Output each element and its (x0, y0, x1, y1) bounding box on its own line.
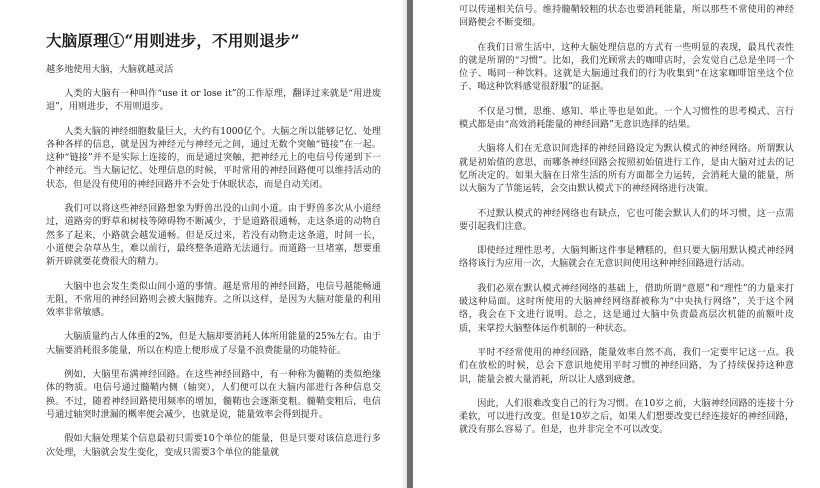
chapter-subtitle: 越多地使用大脑，大脑就越灵活 (46, 65, 174, 75)
right-paragraph-1: 可以传递相关信号。维持髓鞘较粗的状态也要消耗能量，所以那些不常使用的神经回路便会不断变细。 (459, 5, 794, 29)
right-paragraph-9: 因此，人们很难改变自己的行为习惯。在10岁之前，大脑神经回路的连接十分柔软，可以进行改变。但是10岁之后，如果人们想要改变已经连接好的神经回路，就没有那么容易了。但是，也并非完全不可以改变。 (459, 398, 794, 436)
left-paragraph-1: 人类的大脑有一种叫作“use it or lose it”的工作原理，翻译过来就是“用进废退”，用则进步，不用则退步。 (46, 89, 381, 113)
left-paragraph-7: 假如大脑处理某个信息最初只需要10个单位的能量，但是只要对该信息进行多次处理，大脑就会发生变化，变成只需要3个单位的能量就 (46, 434, 381, 458)
right-paragraph-4: 大脑将人们在无意识间选择的神经回路设定为默认模式的神经网络。所谓默认就是初始值的意思，而哪条神经回路会按照初始值进行工作，是由大脑对过去的记忆所决定的。如果大脑在日常生活的所有方面都全力运转，会消耗大量的能量，所以大脑为了节能运转，会交由默认模式下的神经网络进行决策。 (459, 144, 794, 195)
right-paragraph-6: 即使经过理性思考，大脑判断这件事是糟糕的，但只要大脑用默认模式神经网络将该行为应用一次，大脑就会在无意识间使用这种神经回路进行活动。 (459, 246, 794, 270)
right-paragraph-2: 在我们日常生活中，这种大脑处理信息的方式有一些明显的表现，最具代表性的就是所谓的“习惯”。比如，我们光顾常去的咖啡店时，会发觉自己总是坐同一个位子、喝同一种饮料。这就是大脑通过我们的行为收集到“在这家咖啡馆坐这个位子、喝这种饮料感觉很舒服”的证据。 (459, 42, 794, 93)
left-paragraph-4: 大脑中也会发生类似山间小道的事情。越是常用的神经回路，电信号越能畅通无阻，不常用的神经回路则会被大脑抛弃。之所以这样，是因为大脑对能量的利用效率非常敏感。 (46, 281, 381, 319)
right-paragraph-3: 不仅是习惯，思维、感知、举止等也是如此。一个人习惯性的思考模式、言行模式都是由“高效消耗能量的神经回路”无意识选择的结果。 (459, 106, 794, 131)
right-paragraph-7: 我们必须在默认模式神经网络的基础上，借助所谓“意愿”和“理性”的力量来打破这种局面。这时所使用的大脑神经网络群被称为“中央执行网络”，关于这个网络，我会在下文进行说明。总之，这是通过大脑中负责最高层次机能的前额叶皮质，来掌控大脑整体运作机制的一种状态。 (459, 283, 794, 334)
right-paragraph-8: 平时不经常使用的神经回路，能量效率自然不高，我们一定要牢记这一点。我们在放松的时候，总会下意识地使用平时习惯的神经回路，为了持续保持这种意识，能量会被大量消耗，所以让人感到疲惫。 (459, 347, 794, 385)
left-paragraph-2: 人类大脑的神经细胞数量巨大，大约有1000亿个。大脑之所以能够记忆、处理各种各样的信息，就是因为神经元与神经元之间，通过无数个突触“链接”在一起。这种“链接”并不是实际上连接的，而是通过突触，把神经元上的电信号传递到下一个神经元。当大脑记忆、处理信息的时候，平时常用的神经回路便可以维持活动的状态，但是没有使用的神经回路并不会处于休眠状态，而是自动关闭。 (46, 126, 381, 190)
left-paragraph-5: 大脑质量约占人体重的2%，但是大脑却要消耗人体所用能量的25%左右。由于大脑要消耗很多能量，所以在构造上便形成了尽量不浪费能量的功能特征。 (46, 332, 381, 356)
left-paragraph-6: 例如，大脑里布满神经回路。在这些神经回路中，有一种称为髓鞘的类似绝缘体的物质。电信号通过髓鞘内侧（轴突），人们便可以在大脑内部进行各种信息交换。不过，随着神经回路使用频率的增加，髓鞘也会逐渐变粗。髓鞘变粗后，电信号通过轴突时泄漏的概率便会减少，也就是说，能量效率会得到提升。 (46, 370, 381, 420)
left-page (0, 0, 407, 488)
left-paragraph-3: 我们可以将这些神经回路想象为野兽出没的山间小道。由于野兽多次从小道经过，道路旁的野草和树枝等障碍物不断减少，于是道路很通畅，走这条道的动物自然多了起来，小路就会越发通畅。但是反过来，若没有动物走这条道，时间一长，小道便会杂草丛生，难以前行，最终整条道路无法通行。而道路一旦堵塞，想要重新开辟就要花费很大的精力。 (46, 204, 381, 268)
chapter-title: 大脑原理①“用则进步，不用则退步” (46, 31, 300, 50)
right-page (413, 0, 820, 488)
right-paragraph-5: 不过默认模式的神经网络也有缺点，它也可能会默认人们的坏习惯，这一点需要引起我们注意。 (459, 208, 794, 232)
